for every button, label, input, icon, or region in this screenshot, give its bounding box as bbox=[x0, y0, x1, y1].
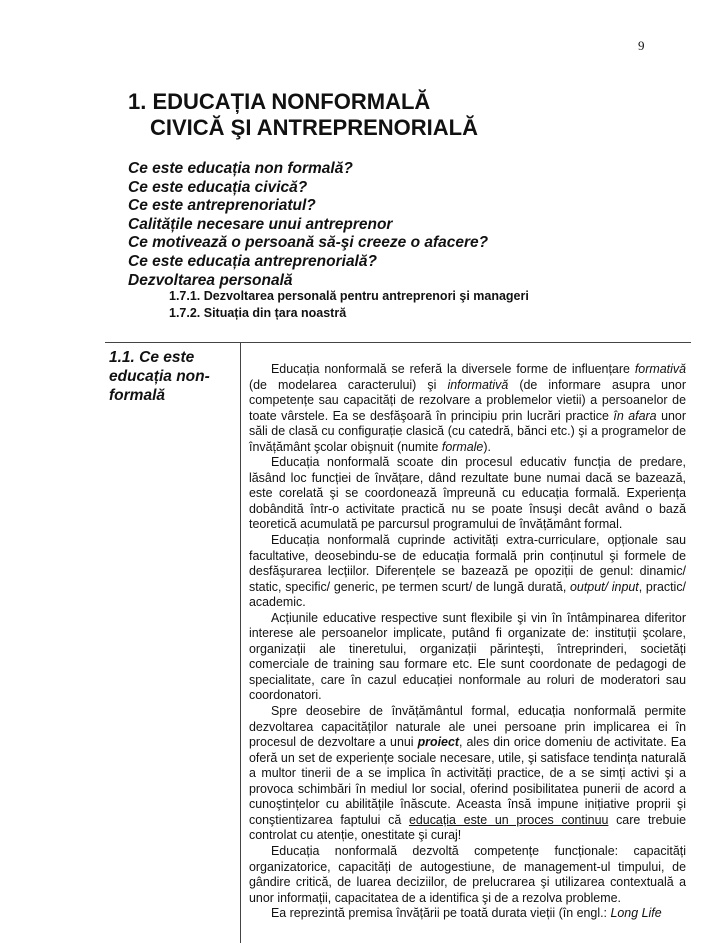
contents-item: Ce este educația non formală? bbox=[128, 160, 353, 177]
section-heading bbox=[109, 348, 210, 405]
paragraph-2: Educația nonformală scoate din procesul educativ funcția de predare, lăsând loc funcției de învățare, dând rezultate bune numai dacă se bazează, este corelată şi se coordonează împreună cu educația formală. Experiența dobândită într-o activitate practică nu se poate însuşi decât având o bază teoretică acumulată pe parcursul programului de învățământ formal. bbox=[249, 455, 686, 532]
emphasis: output/ input bbox=[570, 579, 639, 594]
section-heading-line: 1.1. Ce este bbox=[109, 349, 195, 366]
contents-item: Dezvoltarea personală bbox=[128, 271, 293, 289]
text-run: , ales din orice domeniu de activitate. Ea oferă un set de experiențe sociale necesare, utile, şi satisface tendința naturală a multor tinerii de a se implica în activități practice, de a se simți activi şi a provoca schimbări în mediul lor social, oferind posibilitatea punerii de acord a cunoştințelor cu abilitățile înăscute. Aceasta însă impune inițiative proprii şi conştientizarea faptului că bbox=[249, 735, 686, 827]
text-run: Educația nonformală se referă la diversele forme de influențare bbox=[271, 362, 635, 376]
paragraph-6: Educația nonformală dezvoltă competențe funcționale: capacități organizatorice, capacități de autogestiune, de management-ul timpului, de gândire critică, de luarea deciziilor, de prelucrarea şi utilizarea contextuală a unor informații, capacitatea de a identifica şi de a rezolva probleme. bbox=[249, 843, 686, 905]
page-number: 9 bbox=[638, 38, 645, 53]
contents-item: Calitățile necesare unui antreprenor bbox=[128, 215, 393, 233]
contents-item: Ce este antreprenoriatul? bbox=[128, 197, 316, 215]
underlined-text: educația este un proces continuu bbox=[408, 812, 609, 827]
paragraph-1 bbox=[249, 362, 686, 455]
text-run: Spre deosebire de învățământul formal, educația nonformală permite dezvoltarea capacităților naturale ale unei persoane prin implicarea ei în procesul de dezvoltare a unui bbox=[249, 704, 686, 750]
paragraph-5 bbox=[249, 704, 686, 844]
text-run: Educația nonformală cuprinde activități extra-curriculare, opționale sau facultative, deosebindu-se de educația formală prin conținutul şi formele de desfăşurarea lecțiilor. Diferențele se bazează pe opoziții de genul: dinamic/ static, specific/ generic, pe termen scurt/ de lungă durată, bbox=[249, 533, 686, 594]
section-body bbox=[249, 362, 686, 922]
chapter-subcontents-list bbox=[169, 288, 529, 322]
emphasis: în afara bbox=[613, 408, 657, 423]
text-run: , practic/ academic. bbox=[249, 579, 686, 610]
chapter-title-line-2: CIVICĂ ŞI ANTREPRENORIALĂ bbox=[150, 115, 478, 140]
section-heading-line: educația non- bbox=[109, 368, 210, 385]
column-divider bbox=[240, 342, 241, 943]
contents-item: Ce este educația antreprenorială? bbox=[128, 252, 377, 270]
emphasis: informativă bbox=[447, 377, 509, 392]
subcontents-item: 1.7.2. Situația din țara noastră bbox=[169, 306, 347, 320]
emphasis: formale bbox=[441, 439, 484, 454]
contents-item: Ce motivează o persoană să-şi creeze o afacere? bbox=[128, 234, 489, 252]
emphasis-bold: proiect bbox=[417, 735, 460, 750]
chapter-title-line-1: 1. EDUCAȚIA NONFORMALĂ bbox=[128, 89, 431, 114]
text-run: ). bbox=[483, 439, 491, 454]
text-run: Ea reprezintă premisa învățării pe toată durata vieții (în engl.: bbox=[271, 906, 611, 921]
section-divider bbox=[105, 342, 691, 343]
text-run: (de informare asupra unor competențe sau capacități de rezolvare a problemelor vietii) a persoanelor de toate vârstele. Ea se desfăşoară în principiu prin lucrări practice bbox=[249, 377, 686, 423]
chapter-contents-list bbox=[128, 160, 488, 290]
chapter-title bbox=[128, 89, 478, 141]
emphasis: formativă bbox=[634, 362, 686, 376]
text-run: care trebuie controlat cu atenție, onestitate şi curaj! bbox=[249, 812, 686, 843]
text-run: (de modelarea caracterului) şi bbox=[249, 377, 448, 392]
paragraph-7 bbox=[249, 906, 686, 922]
emphasis: Long Life bbox=[610, 906, 662, 921]
text-run: unor săli de clasă cu configurație clasică (cu catedră, bănci etc.) şi a programelor de învățământ şcolar obişnuit (numite bbox=[249, 408, 686, 454]
subcontents-item: 1.7.1. Dezvoltarea personală pentru antreprenori şi manageri bbox=[169, 289, 529, 303]
paragraph-3 bbox=[249, 533, 686, 611]
contents-item: Ce este educația civică? bbox=[128, 178, 308, 196]
section-heading-line: formală bbox=[109, 387, 165, 404]
paragraph-4: Acțiunile educative respective sunt flexibile şi vin în întâmpinarea diferitor interese ale persoanelor implicate, putând fi organizate de: instituții şcolare, organizații ale tineretului, organizații părinteşti, întreprinderi, societăți comerciale de training sau formare etc. Ele sunt coordonate de pedagogi de specialitate, care în cazul educației nonformale au roluri de moderatori sau coordonatori. bbox=[249, 610, 686, 703]
